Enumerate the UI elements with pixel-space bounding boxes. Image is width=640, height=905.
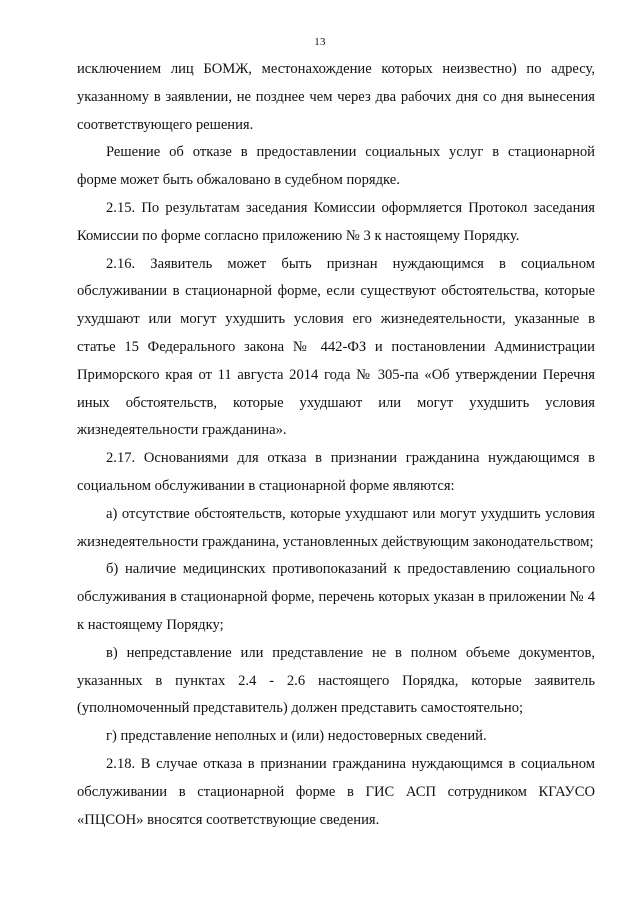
paragraph-appeal: Решение об отказе в предоставлении социальных услуг в стационарной форме может быть обжаловано в судебном порядке. [77,144,595,189]
list-item-a: а) отсутствие обстоятельств, которые ухудшают или могут ухудшить условия жизнедеятельности гражданина, установленных действующим законодательством; [77,505,595,550]
page-number: 13 [314,36,326,48]
paragraph-2-17: 2.17. Основаниями для отказа в признании гражданина нуждающимся в социальном обслуживании в стационарной форме являются: [77,450,595,494]
paragraph-2-18: 2.18. В случае отказа в признании гражданина нуждающимся в социальном обслуживании в стационарной форме в ГИС АСП сотрудником КГАУСО «ПЦСОН» вносятся соответствующие сведения. [77,755,595,828]
list-item-v: в) непредставление или представление не в полном объеме документов, указанных в пунктах 2.4 - 2.6 настоящего Порядка, которые заявитель (уполномоченный представитель) должен представить самостоятельно; [77,644,595,717]
paragraph-continuation: исключением лиц БОМЖ, местонахождение которых неизвестно) по адресу, указанному в заявлении, не позднее чем через два рабочих дня со дня вынесения соответствующего решения. [77,61,595,133]
paragraph-2-16: 2.16. Заявитель может быть признан нуждающимся в социальном обслуживании в стационарной форме, если существуют обстоятельства, которые ухудшают или могут ухудшить условия его жизнедеятельности, указанные в статье 15 Федерального закона № 442-ФЗ и постановлении Администрации Приморского края от 11 августа 2014 года № 305-па «Об утверждении Перечня иных обстоятельств, которые ухудшают или могут ухудшить условия жизнедеятельности гражданина». [77,255,595,439]
document-body [77,56,595,834]
list-item-b: б) наличие медицинских противопоказаний к предоставлению социального обслуживания в стационарной форме, перечень которых указан в приложении № 4 к настоящему Порядку; [77,561,595,633]
list-item-g: г) представление неполных и (или) недостоверных сведений. [106,728,487,745]
paragraph-2-15: 2.15. По результатам заседания Комиссии оформляется Протокол заседания Комиссии по форме согласно приложению № 3 к настоящему Порядку. [77,199,595,244]
